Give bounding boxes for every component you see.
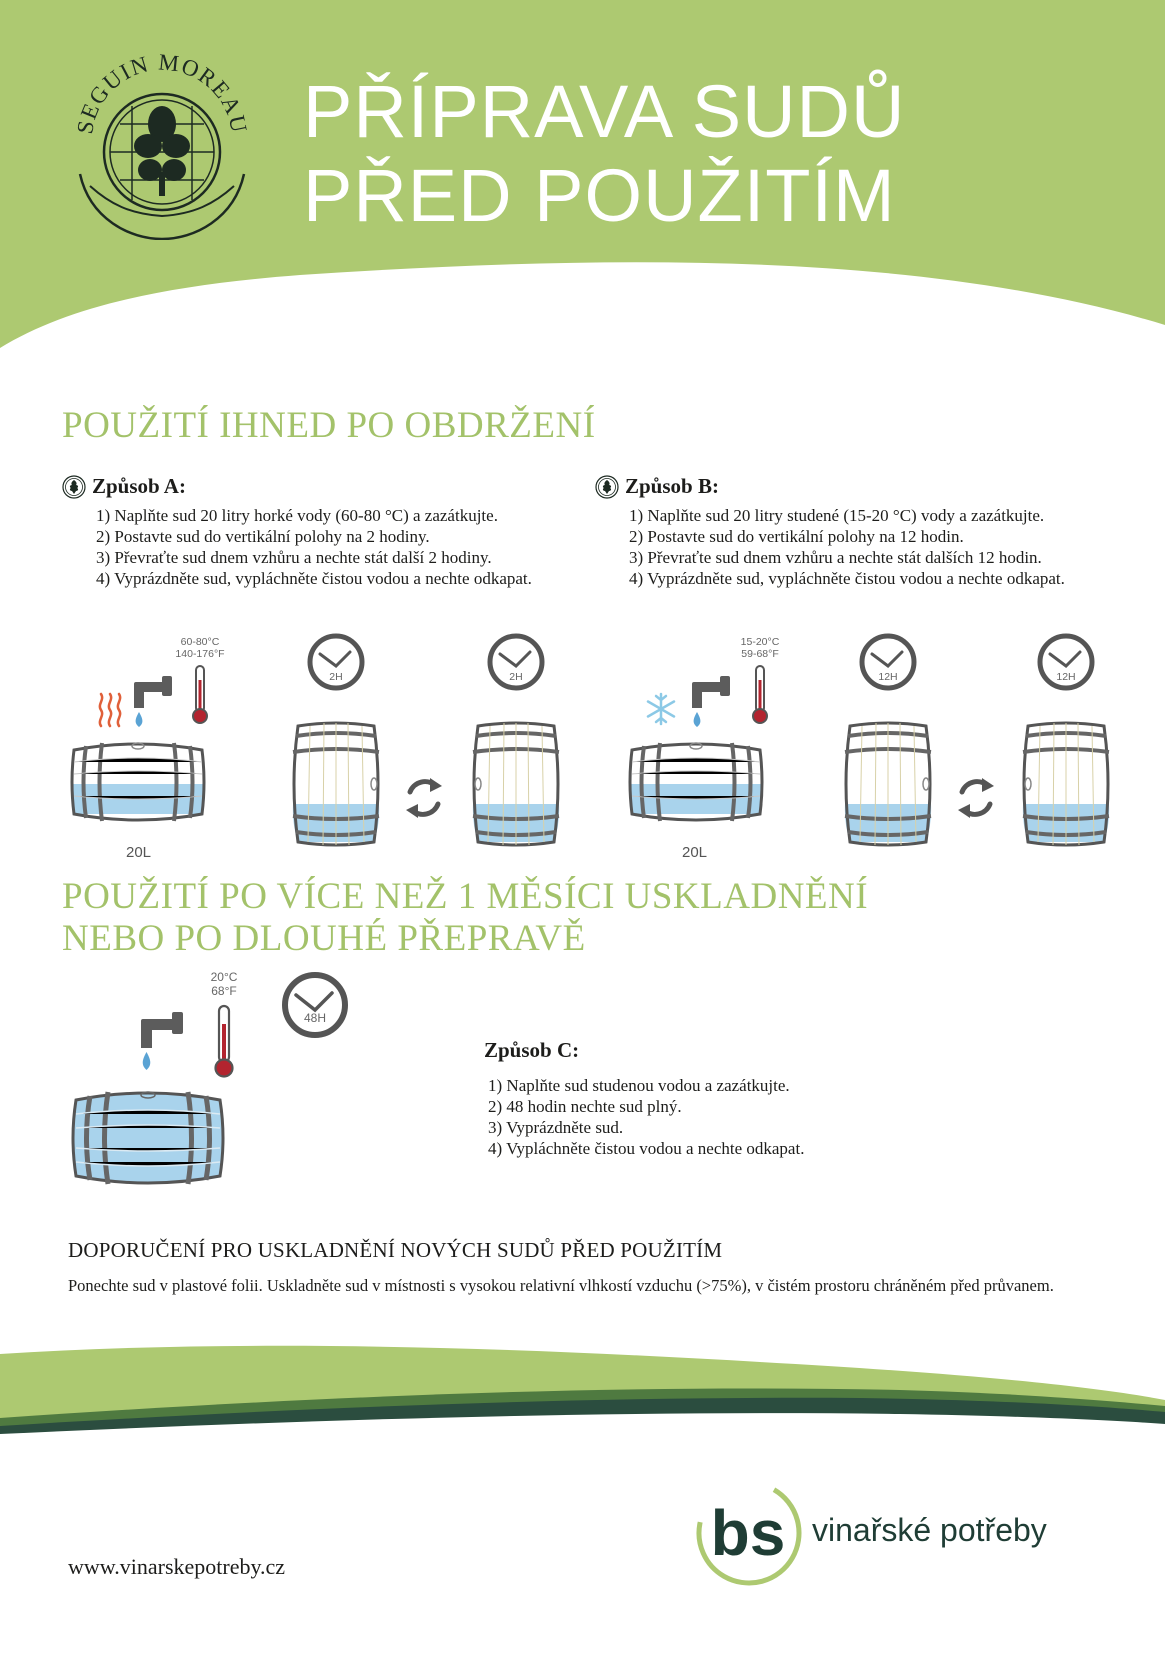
method-b-step-2: 2) Postavte sud do vertikální polohy na 12 hodin. [629,527,964,546]
clock-icon [486,632,546,692]
clock-icon [858,632,918,692]
recommendation-text: Ponechte sud v plastové folii. Uskladněte sud v místnosti s vysokou relativní vlhkostí vzduchu (>75%), v čistém prostoru chráněném před průvanem. [68,1276,1054,1295]
method-b [595,474,1125,589]
barrel-flipped-icon [468,718,564,850]
section-storage-heading [62,876,868,960]
logo-text: SEGUIN MOREAU [72,54,252,136]
method-a-temp-label [170,636,230,660]
method-a [62,474,592,589]
method-c-step-1: 1) Naplňte sud studenou vodou a zazátkujte. [488,1076,790,1095]
barrel-standing-icon [288,718,384,850]
brand-name: vinařské potřeby [812,1512,1047,1548]
flip-rotate-icon [952,774,1000,822]
method-b-temp-c: 15-20°C [740,636,780,648]
method-c-clock-label: 48H [303,1011,326,1025]
snowflake-icon [644,692,678,726]
method-c-step-3: 3) Vyprázdněte sud. [488,1118,624,1137]
method-b-temp-f: 59-68°F [741,648,779,660]
method-c-steps [488,1075,1004,1159]
thermometer-icon [212,1004,236,1080]
method-a-volume: 20L [126,844,152,861]
website-link[interactable]: www.vinarskepotreby.cz [68,1554,286,1579]
method-b-temp-label [734,636,786,660]
clock-icon [1036,632,1096,692]
section-immediate-heading: POUŽITÍ IHNED PO OBDRŽENÍ [62,405,596,446]
clock-icon [280,970,350,1040]
method-a-step-2: 2) Postavte sud do vertikální polohy na 2 hodiny. [96,527,430,546]
water-tap-icon [126,674,176,736]
method-a-step-3: 3) Převraťte sud dnem vzhůru a nechte stát další 2 hodiny. [96,548,492,567]
page-title [303,70,905,238]
thermometer-icon [750,664,770,726]
barrel-lying-icon [68,736,208,828]
method-a-step-4: 4) Vyprázdněte sud, vypláchněte čistou vodou a nechte odkapat. [96,569,532,588]
clock-icon [306,632,366,692]
method-b-step-1: 1) Naplňte sud 20 litry studené (15-20 °C) vody a zazátkujte. [629,506,1045,525]
method-b-clock-1-label: 12H [878,671,898,683]
method-b-title-row [595,474,1125,499]
method-a-step-1: 1) Naplňte sud 20 litry horké vody (60-80 °C) a zazátkujte. [96,506,498,525]
water-tap-icon [684,674,734,736]
recommendation-title: DOPORUČENÍ PRO USKLADNĚNÍ NOVÝCH SUDŮ PŘED POUŽITÍM [68,1238,723,1262]
method-a-clock-1-label: 2H [329,671,343,683]
method-a-clock-2-label: 2H [509,671,523,683]
heat-waves-icon [96,690,126,730]
bs-logo-text: bs [710,1497,786,1569]
title-line-1: PŘÍPRAVA SUDŮ [303,70,906,153]
title-line-2: PŘED POUŽITÍM [303,154,896,237]
section-storage-heading-line-1: POUŽITÍ PO VÍCE NEŽ 1 MĚSÍCI USKLADNĚNÍ [62,876,869,917]
barrel-full-icon [68,1084,228,1192]
seguin-moreau-logo [70,54,252,240]
method-b-step-3: 3) Převraťte sud dnem vzhůru a nechte stát dalších 12 hodin. [629,548,1042,567]
method-c [484,1038,1004,1159]
oak-leaf-icon [595,475,619,499]
method-b-illustration [616,630,1136,870]
recommendation [68,1238,1118,1296]
footer-waves [0,1340,1165,1450]
barrel-flipped-icon [1018,718,1114,850]
method-c-illustration [62,970,362,1210]
method-a-temp-f: 140-176°F [175,648,225,660]
method-a-temp-c: 60-80°C [180,636,220,648]
method-a-illustration [62,630,582,870]
oak-leaf-icon [62,475,86,499]
water-tap-icon [132,1010,188,1080]
flip-rotate-icon [400,774,448,822]
method-c-temp-label [206,970,242,998]
method-a-steps [96,505,592,589]
method-a-title: Způsob A: [92,474,186,498]
method-b-clock-2-label: 12H [1056,671,1076,683]
method-a-title-row [62,474,592,499]
method-c-step-4: 4) Vypláchněte čistou vodou a nechte odkapat. [488,1139,805,1158]
method-c-title: Způsob C: [484,1038,580,1062]
thermometer-icon [190,664,210,726]
section-storage-heading-line-2: NEBO PO DLOUHÉ PŘEPRAVĚ [62,918,586,959]
method-b-title: Způsob B: [625,474,719,498]
barrel-lying-icon [626,736,766,828]
method-b-volume: 20L [682,844,708,861]
bs-logo-mark [694,1478,804,1588]
method-c-step-2: 2) 48 hodin nechte sud plný. [488,1097,682,1116]
method-c-temp-f: 68°F [211,984,237,998]
method-b-steps [629,505,1125,589]
method-b-step-4: 4) Vyprázdněte sud, vypláchněte čistou vodou a nechte odkapat. [629,569,1065,588]
method-c-temp-c: 20°C [210,970,238,984]
barrel-standing-icon [840,718,936,850]
